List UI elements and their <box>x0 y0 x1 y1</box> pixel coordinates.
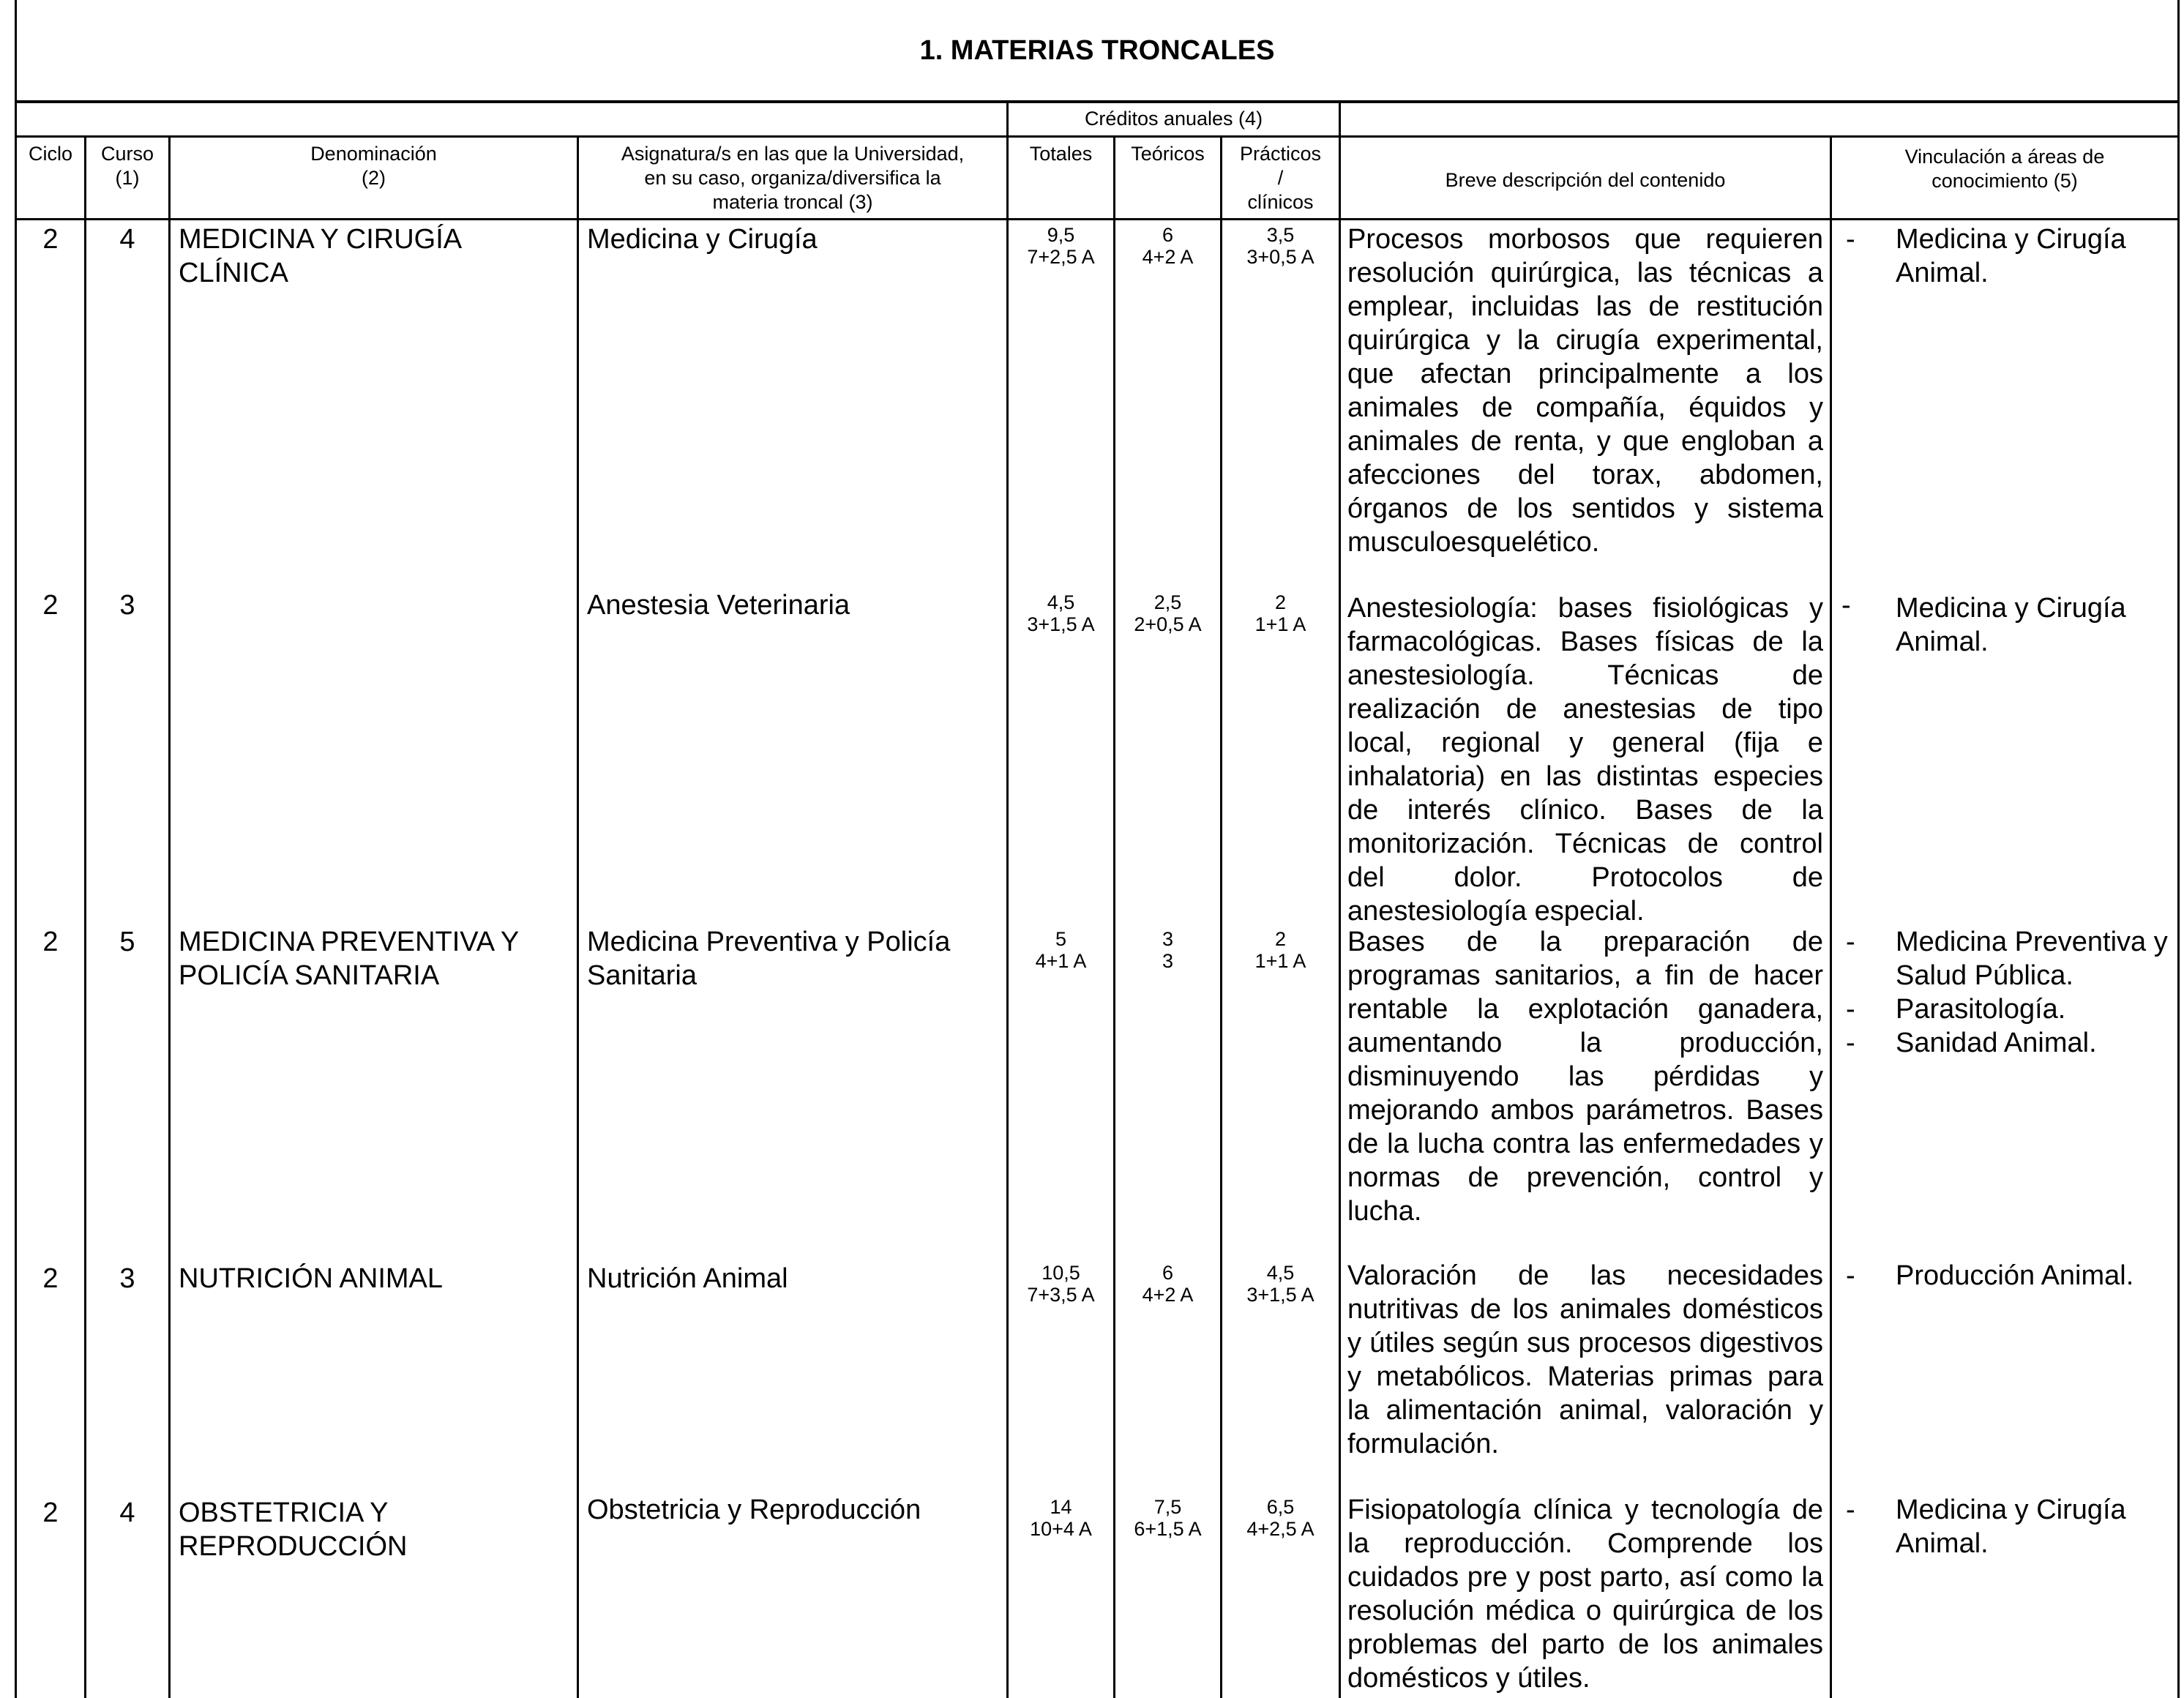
header-practicos: Prácticos / clínicos <box>1239 143 1322 213</box>
cell-teoricos: 6 4+2 A <box>1142 224 1194 268</box>
cell-area: Medicina y Cirugía Animal. <box>1896 224 2126 288</box>
rule-header-bottom <box>15 218 2180 220</box>
cell-area: Sanidad Animal. <box>1896 1028 2097 1058</box>
cell-denominacion: MEDICINA PREVENTIVA Y POLICÍA SANITARIA <box>179 927 520 991</box>
rule-col-denominacion <box>577 135 579 1698</box>
cell-teoricos: 6 4+2 A <box>1142 1262 1194 1306</box>
rule-creditos-bottom <box>15 135 2180 138</box>
cell-ciclo: 2 <box>42 224 59 255</box>
rule-col-asignatura <box>1006 101 1009 1698</box>
cell-ciclo: 2 <box>42 590 59 621</box>
rule-col-teoricos <box>1220 135 1222 1698</box>
rule-col-practicos <box>1339 101 1341 1698</box>
header-descripcion: Breve descripción del contenido <box>1445 169 1726 191</box>
cell-totales: 9,5 7+2,5 A <box>1027 224 1095 268</box>
cell-asignatura: Obstetricia y Reproducción <box>587 1495 921 1525</box>
cell-denominacion: MEDICINA Y CIRUGÍA CLÍNICA <box>179 224 463 288</box>
cell-practicos: 2 1+1 A <box>1254 928 1306 972</box>
area-dash: - <box>1846 994 1855 1025</box>
cell-curso: 5 <box>119 927 135 957</box>
header-ciclo: Ciclo <box>28 143 72 165</box>
rule-header-top <box>15 101 2180 103</box>
cell-teoricos: 2,5 2+0,5 A <box>1134 591 1202 635</box>
cell-ciclo: 2 <box>42 1263 59 1294</box>
header-creditos: Créditos anuales (4) <box>1084 108 1263 130</box>
rule-col-descripcion <box>1830 135 1832 1698</box>
cell-curso: 4 <box>119 224 135 255</box>
area-dash: - <box>1846 1028 1855 1058</box>
cell-ciclo: 2 <box>42 927 59 957</box>
cell-asignatura: Anestesia Veterinaria <box>587 590 850 621</box>
cell-practicos: 3,5 3+0,5 A <box>1246 224 1314 268</box>
cell-practicos: 2 1+1 A <box>1254 591 1306 635</box>
cell-totales: 4,5 3+1,5 A <box>1027 591 1095 635</box>
page-title: 1. MATERIAS TRONCALES <box>919 35 1275 66</box>
header-vinculacion: Vinculación a áreas de conocimiento (5) <box>1904 146 2105 192</box>
cell-totales: 5 4+1 A <box>1035 928 1087 972</box>
cell-descripcion: Valoración de las necesidades nutritivas de los animales domésticos y útiles según sus procesos digestivos y metabólicos. Materias primas para la alimentación animal, valoración y formulación. <box>1347 1260 1823 1459</box>
cell-curso: 4 <box>119 1497 135 1528</box>
header-denominacion: Denominación (2) <box>310 143 437 189</box>
cell-totales: 10,5 7+3,5 A <box>1027 1262 1095 1306</box>
area-dash: - <box>1841 590 1851 621</box>
rule-col-totales <box>1113 135 1115 1698</box>
cell-asignatura: Medicina Preventiva y Policía Sanitaria <box>587 927 951 991</box>
cell-teoricos: 3 3 <box>1162 928 1174 972</box>
area-dash: - <box>1846 1495 1855 1525</box>
cell-descripcion: Fisiopatología clínica y tecnología de la reproducción. Comprende los cuidados pre y post parto, así como la resolución médica o quirúrgica de los problemas del parto de los animales domésticos y útiles. <box>1347 1495 1823 1694</box>
cell-denominacion: OBSTETRICIA Y REPRODUCCIÓN <box>179 1497 408 1562</box>
cell-descripcion: Procesos morbosos que requieren resolución quirúrgica, las técnicas a emplear, incluidas las de restitución quirúrgica y la cirugía experimental, que afectan principalmente a los animales de compañía, équidos y animales de renta, y que engloban a afecciones del torax, abdomen, órganos de los sentidos y sistema musculoesquelético. <box>1347 224 1823 558</box>
area-dash: - <box>1846 1260 1855 1291</box>
cell-area: Parasitología. <box>1896 994 2066 1025</box>
cell-practicos: 4,5 3+1,5 A <box>1246 1262 1314 1306</box>
cell-area: Producción Animal. <box>1896 1260 2134 1291</box>
area-dash: - <box>1846 224 1855 255</box>
cell-curso: 3 <box>119 590 135 621</box>
rule-col-ciclo <box>84 135 86 1698</box>
cell-descripcion: Anestesiología: bases fisiológicas y farmacológicas. Bases físicas de la anestesiología. Técnicas de realización de anestesias de tipo local, regional y general (fija e inhalatoria) en las distintas especies de interés clínico. Bases de la monitorización. Técnicas de control del dolor. Protocolos de anestesiología especial. <box>1347 593 1823 927</box>
cell-asignatura: Nutrición Animal <box>587 1263 788 1294</box>
cell-practicos: 6,5 4+2,5 A <box>1246 1496 1314 1540</box>
rule-col-curso <box>168 135 171 1698</box>
cell-asignatura: Medicina y Cirugía <box>587 224 818 255</box>
header-teoricos: Teóricos <box>1131 143 1205 165</box>
cell-descripcion: Bases de la preparación de programas sanitarios, a fin de hacer rentable la explotación ganadera, aumentando la producción, disminuyendo las pérdidas y mejorando ambos parámetros. Bases de la lucha contra las enfermedades y normas de prevención, control y lucha. <box>1347 927 1823 1227</box>
cell-teoricos: 7,5 6+1,5 A <box>1134 1496 1202 1540</box>
area-dash: - <box>1846 927 1855 957</box>
cell-area: Medicina y Cirugía Animal. <box>1896 1495 2126 1559</box>
cell-area: Medicina Preventiva y Salud Pública. <box>1896 927 2168 991</box>
rule-col-right <box>2177 0 2180 1698</box>
header-curso: Curso (1) <box>100 143 154 189</box>
header-totales: Totales <box>1029 143 1093 165</box>
cell-curso: 3 <box>119 1263 135 1294</box>
cell-ciclo: 2 <box>42 1497 59 1528</box>
header-asignatura: Asignatura/s en las que la Universidad, en su caso, organiza/diversifica la materia troncal (3) <box>621 143 965 213</box>
title-box <box>15 0 2180 102</box>
cell-denominacion: NUTRICIÓN ANIMAL <box>179 1263 444 1294</box>
cell-area: Medicina y Cirugía Animal. <box>1896 593 2126 657</box>
cell-totales: 14 10+4 A <box>1030 1496 1092 1540</box>
